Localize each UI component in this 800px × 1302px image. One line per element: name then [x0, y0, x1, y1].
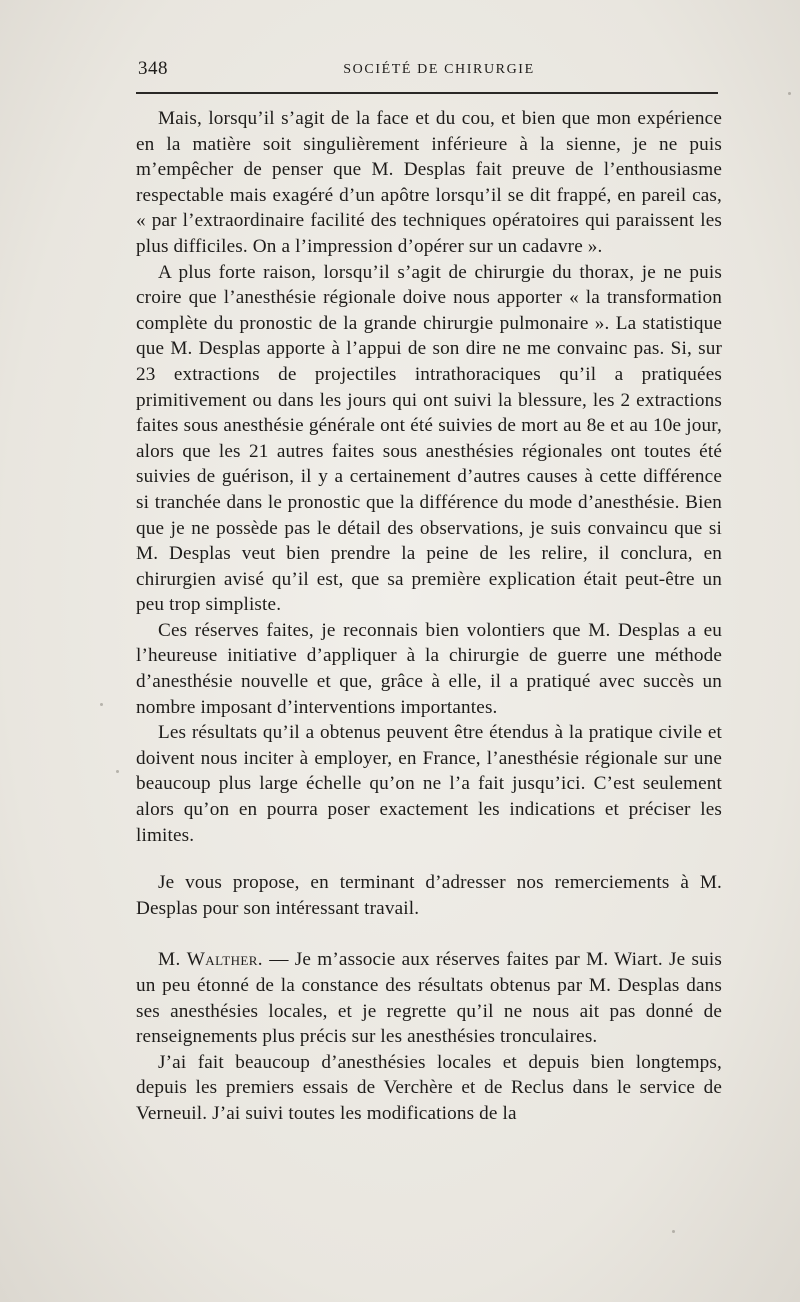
paragraph-walther-remark	[136, 947, 722, 1049]
paragraph-walther-continuation: J’ai fait beaucoup d’anesthésies locales et depuis bien longtemps, depuis les premiers essais de Verchère et de Reclus dans le service de Verneuil. J’ai suivi toutes les modifications de la	[136, 1051, 722, 1124]
header-rule	[136, 92, 718, 94]
book-page	[136, 52, 722, 1127]
scan-speck	[672, 1230, 675, 1233]
page-number: 348	[138, 58, 168, 79]
running-head	[136, 52, 722, 92]
body-text	[136, 106, 722, 1127]
speaker-name: M. Walther.	[158, 949, 263, 971]
paragraph-results: Les résultats qu’il a obtenus peuvent être étendus à la pratique civile et doivent nous inciter à employer, en France, l’anesthésie régionale sur une beaucoup plus large échelle qu’on ne l’a fait jusqu’ici. C’est seulement alors qu’on en pourra poser exactement les indications et préciser les limites.	[136, 722, 722, 846]
scan-speck	[788, 92, 791, 95]
paragraph-thorax-surgery: A plus forte raison, lorsqu’il s’agit de chirurgie du thorax, je ne puis croire que l’anesthésie régionale doive nous apporter « la transformation complète du pronostic de la grande chirurgie pulmonaire ». La statistique que M. Desplas apporte à l’appui de son dire ne me convainc pas. Si, sur 23 extractions de projectiles intrathoraciques qu’il a pratiquées primitivement ou dans les jours qui ont suivi la blessure, les 2 extractions faites sous anesthésie générale ont été suivies de mort au 8e et au 10e jour, alors que les 21 autres faites sous anesthésies régionales ont toutes été suivies de guérison, il y a certainement d’autres causes à cette différence si tranchée dans le pronostic que la différence du mode d’anesthésie. Bien que je ne possède pas le détail des observations, je suis convaincu que si M. Desplas veut bien prendre la peine de les relire, il conclura, en chirurgien avisé qu’il est, que sa première explication était peut-être un peu trop simpliste.	[136, 261, 722, 616]
paragraph-conclusion: Je vous propose, en terminant d’adresser nos remerciements à M. Desplas pour son intéressant travail.	[136, 872, 722, 919]
scan-speck	[100, 703, 103, 706]
paragraph-face-and-neck: Mais, lorsqu’il s’agit de la face et du cou, et bien que mon expérience en la matière soit singulièrement inférieure à la sienne, je ne puis m’empêcher de penser que M. Desplas fait preuve de l’enthousiasme respectable mais exagéré d’un apôtre lorsqu’il se dit frappé, en pareil cas, « par l’extraordinaire facilité des techniques opératoires qui paraissent les plus difficiles. On a l’impression d’opérer sur un cadavre ».	[136, 108, 722, 257]
paragraph-reservations: Ces réserves faites, je reconnais bien volontiers que M. Desplas a eu l’heureuse initiative d’appliquer à la chirurgie de guerre une méthode d’anesthésie nouvelle et que, grâce à elle, il a pratiqué avec succès un nombre imposant d’interventions importantes.	[136, 619, 722, 718]
running-title: SOCIÉTÉ DE CHIRURGIE	[343, 62, 535, 77]
scan-speck	[116, 770, 119, 773]
remark-text: — Je m’associe aux réserves faites par M. Wiart. Je suis un peu étonné de la constance des résultats obtenus par M. Desplas dans ses anesthésies locales, et je regrette qu’il ne nous ait pas donné de renseignements plus précis sur les anesthésies tronculaires.	[136, 949, 722, 1048]
